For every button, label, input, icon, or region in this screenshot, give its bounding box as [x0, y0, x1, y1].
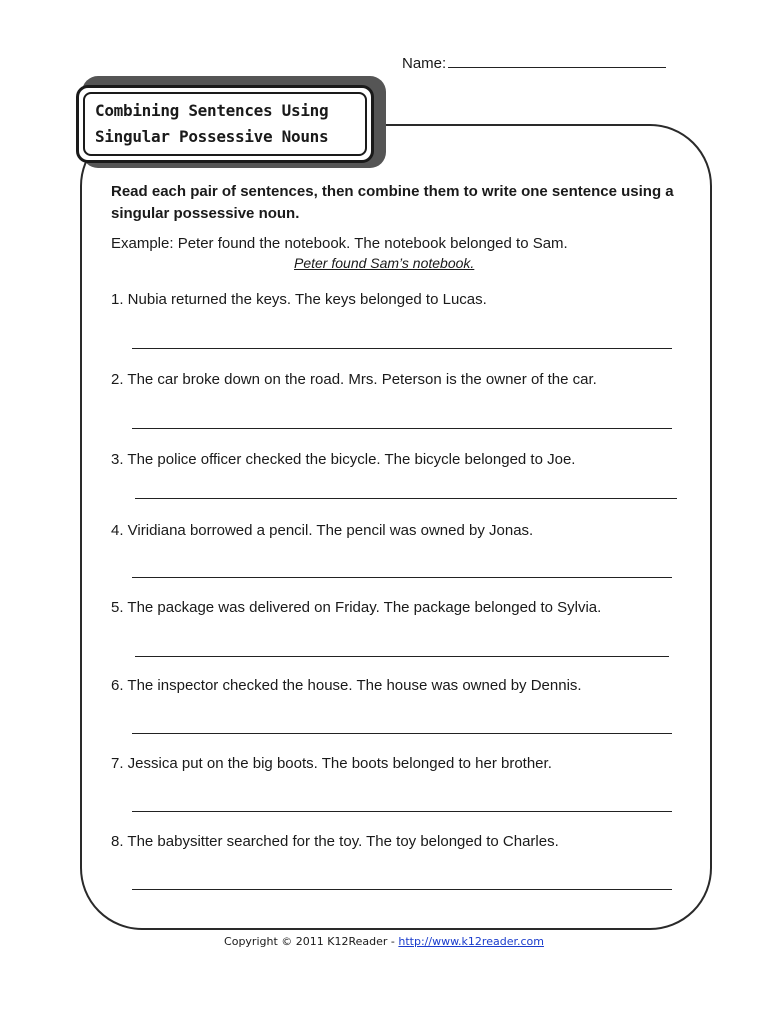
footer	[0, 935, 768, 948]
question-3: 3. The police officer checked the bicycle. The bicycle belonged to Joe.	[111, 451, 576, 468]
question-8: 8. The babysitter searched for the toy. The toy belonged to Charles.	[111, 833, 559, 850]
answer-line-2[interactable]	[132, 428, 672, 429]
copyright-text: Copyright © 2011 K12Reader -	[224, 935, 395, 948]
worksheet-title	[95, 98, 328, 150]
name-label: Name:	[402, 55, 447, 72]
example-answer: Peter found Sam’s notebook.	[294, 255, 475, 271]
instructions: Read each pair of sentences, then combine them to write one sentence using a singular possessive noun.	[111, 183, 674, 222]
answer-line-6[interactable]	[132, 733, 672, 734]
name-field[interactable]	[402, 52, 666, 72]
answer-line-1[interactable]	[132, 348, 672, 349]
title-box	[76, 85, 374, 163]
answer-line-5[interactable]	[135, 656, 669, 657]
question-7: 7. Jessica put on the big boots. The boots belonged to her brother.	[111, 755, 552, 772]
answer-line-4[interactable]	[132, 577, 672, 578]
question-5: 5. The package was delivered on Friday. The package belonged to Sylvia.	[111, 599, 602, 616]
title-line-1: Combining Sentences Using	[95, 101, 329, 120]
question-4: 4. Viridiana borrowed a pencil. The pencil was owned by Jonas.	[111, 522, 534, 539]
name-blank[interactable]	[448, 52, 666, 68]
footer-link[interactable]: http://www.k12reader.com	[398, 935, 544, 948]
answer-line-7[interactable]	[132, 811, 672, 812]
question-2: 2. The car broke down on the road. Mrs. Peterson is the owner of the car.	[111, 371, 597, 388]
example-prompt: Example: Peter found the notebook. The notebook belonged to Sam.	[111, 235, 568, 252]
question-6: 6. The inspector checked the house. The house was owned by Dennis.	[111, 677, 582, 694]
answer-line-8[interactable]	[132, 889, 672, 890]
answer-line-3[interactable]	[135, 498, 677, 499]
question-1: 1. Nubia returned the keys. The keys belonged to Lucas.	[111, 291, 487, 308]
title-line-2: Singular Possessive Nouns	[95, 127, 329, 146]
